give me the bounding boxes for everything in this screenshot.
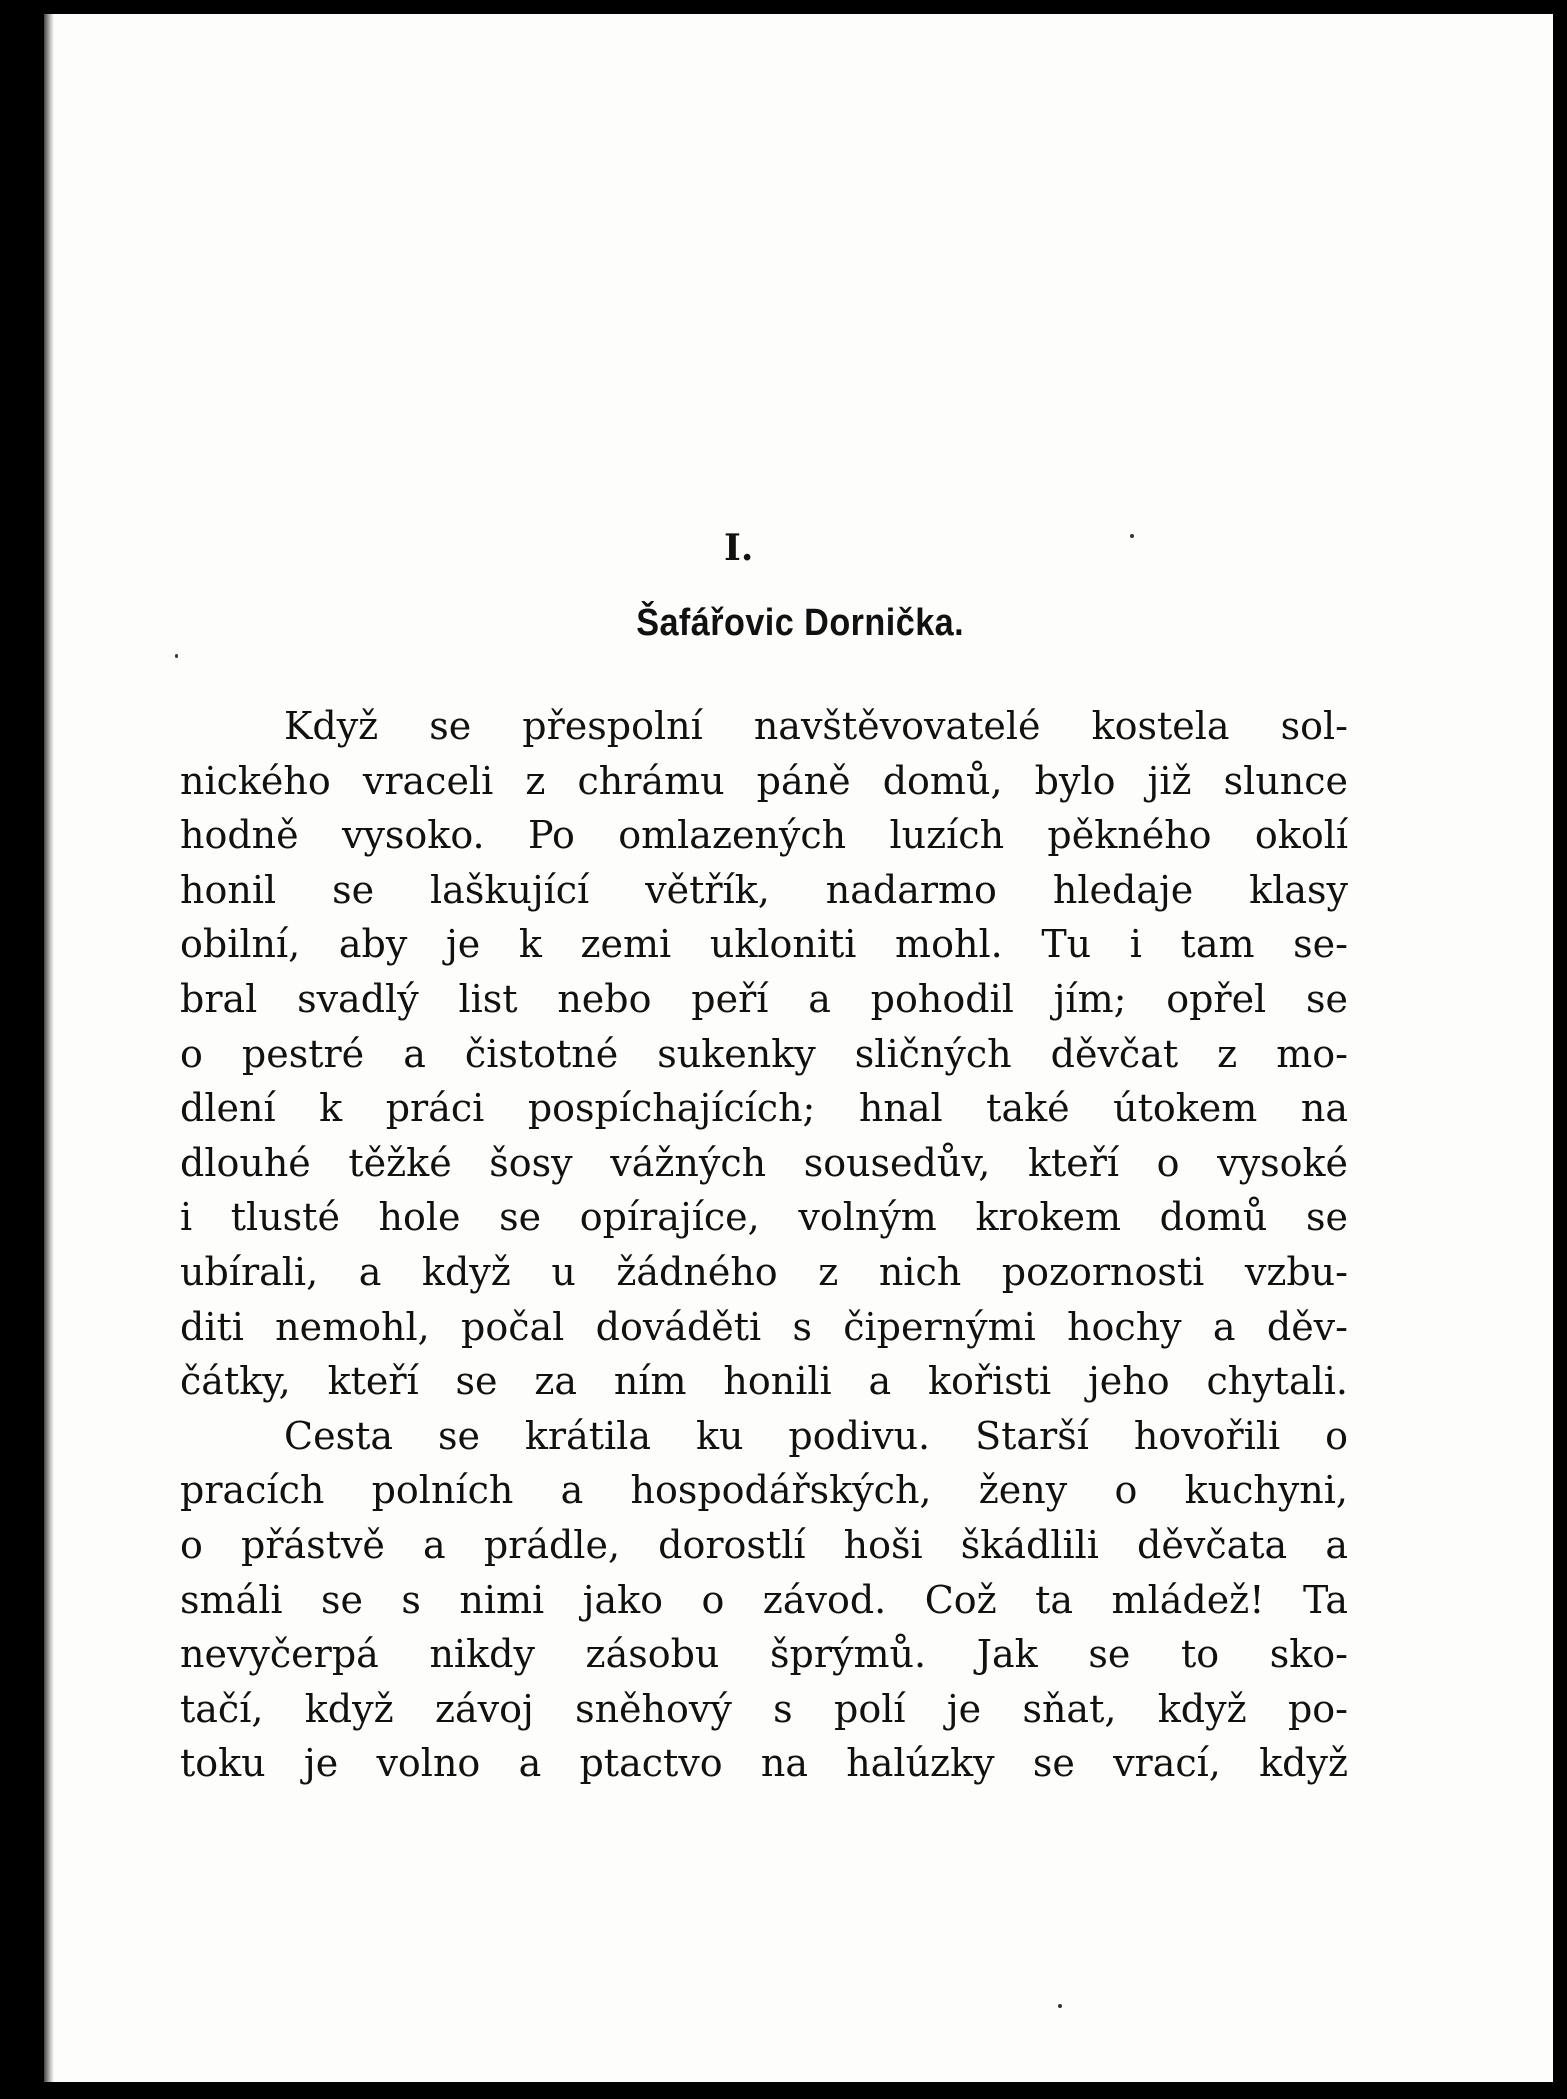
edge-mark [20,600,32,626]
scan-speck [1130,534,1134,538]
page-sheet [44,14,1553,2082]
chapter-number: I. [724,527,754,569]
text-line: nevyčerpá nikdy zásobu šprýmů. Jak se to sko- [180,1632,1348,1677]
text-line: toku je volno a ptactvo na halúzky se vrací, když [180,1741,1348,1786]
text-line: bral svadlý list nebo peří a pohodil jím; opřel se [180,976,1348,1021]
scan-speck [1058,2004,1062,2008]
text-line: Cesta se krátila ku podivu. Starší hovořili o [284,1413,1348,1458]
text-line: čátky, kteří se za ním honili a kořisti jeho chytali. [180,1359,1348,1404]
text-line: honil se laškující větřík, nadarmo hledaje klasy [180,867,1348,912]
text-line: hodně vysoko. Po omlazených luzích pěkného okolí [180,813,1348,858]
text-line: Když se přespolní navštěvovatelé kostela sol- [284,704,1348,748]
scan-speck [175,654,178,658]
text-line: pracích polních a hospodářských, ženy o kuchyni, [180,1468,1348,1513]
text-line: tačí, když závoj sněhový s polí je sňat, když po- [180,1686,1348,1731]
text-line: obilní, aby je k zemi ukloniti mohl. Tu i tam se- [180,922,1348,967]
spine-shadow [44,14,54,2082]
chapter-title: Šafářovic Dornička. [636,602,965,644]
text-line: nického vraceli z chrámu páně domů, bylo již slunce [180,758,1348,803]
text-line: o pestré a čistotné sukenky sličných děvčat z mo- [180,1031,1348,1076]
edge-mark [22,1466,32,1496]
text-line: ubírali, a když u žádného z nich pozornosti vzbu- [180,1249,1348,1294]
body-text [180,699,1348,1791]
text-line: dlení k práci pospíchajících; hnal také útokem na [180,1086,1348,1131]
text-line: dlouhé těžké šosy vážných sousedův, kteří o vysoké [180,1140,1348,1185]
text-line: i tlusté hole se opírajíce, volným krokem domů se [180,1195,1348,1240]
edge-mark [18,150,32,190]
text-line: smáli se s nimi jako o závod. Což ta mládež! Ta [180,1577,1348,1622]
text-line: diti nemohl, počal dováděti s čipernými hochy a děv- [180,1304,1348,1349]
text-line: o přástvě a prádle, dorostlí hoši škádlili děvčata a [180,1522,1348,1567]
